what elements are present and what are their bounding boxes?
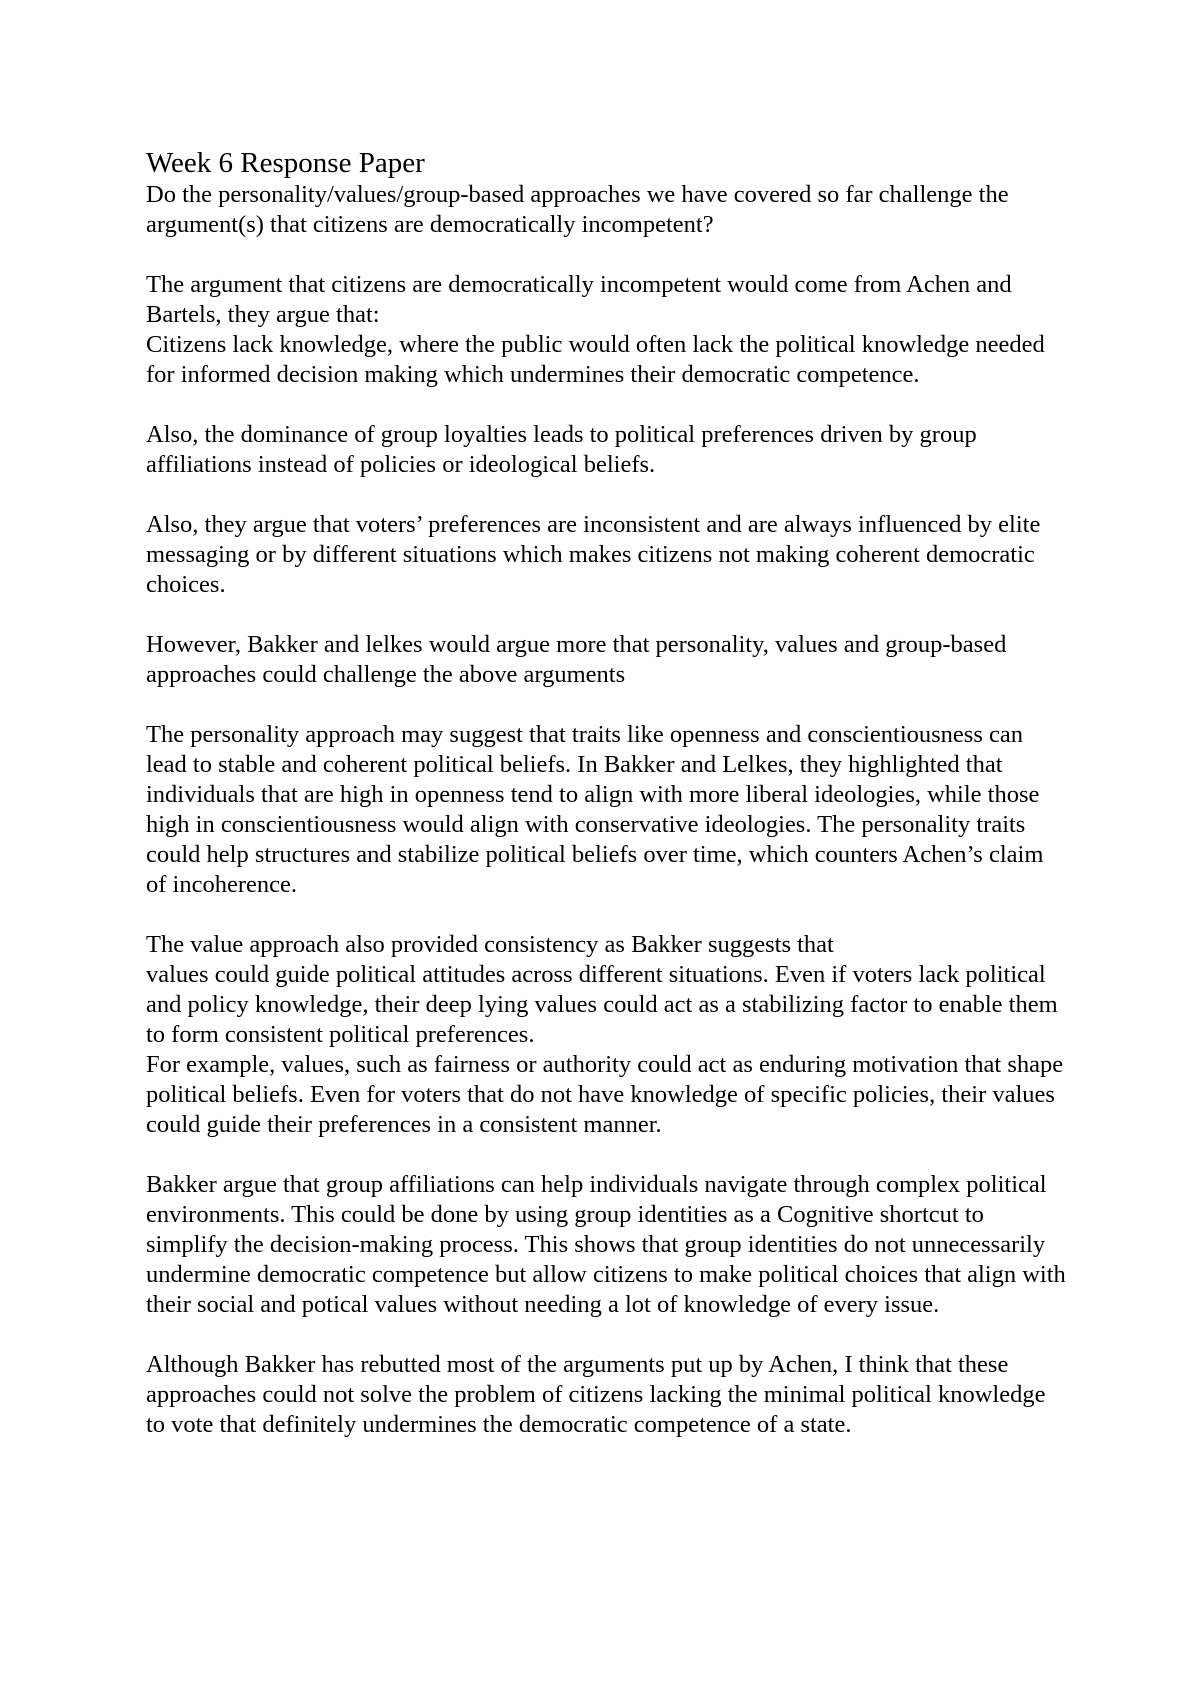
- spacer: [146, 480, 1066, 510]
- spacer: [146, 600, 1066, 630]
- paragraph-value-example: For example, values, such as fairness or authority could act as enduring motivation that shape political beliefs. Even for voters that do not have knowledge of specific policies, their values could guide their preferences in a consistent manner.: [146, 1051, 1064, 1138]
- spacer: [146, 900, 1066, 930]
- paragraph-value-approach: values could guide political attitudes across different situations. Even if voters lack political and policy knowledge, their deep lying values could act as a stabilizing factor to enable them to form consistent political preferences.: [146, 961, 1058, 1048]
- paragraph-group-loyalties: Also, the dominance of group loyalties leads to political preferences driven by group affiliations instead of policies or ideological beliefs.: [146, 421, 977, 478]
- spacer: [146, 690, 1066, 720]
- paragraph-intro: The argument that citizens are democratically incompetent would come from Achen and Bartels, they argue that:: [146, 271, 1012, 328]
- paragraph-inconsistent-preferences: Also, they argue that voters’ preferences are inconsistent and are always influenced by elite messaging or by different situations which makes citizens not making coherent democratic choices.: [146, 511, 1041, 598]
- paragraph-personality-approach: The personality approach may suggest that traits like openness and conscientiousness can lead to stable and coherent political beliefs. In Bakker and Lelkes, they highlighted that individuals that are high in openness tend to align with more liberal ideologies, while those high in conscientiousness would align with conservative ideologies. The personality traits could help structures and stabilize political beliefs over time, which counters Achen’s claim of incoherence.: [146, 721, 1044, 898]
- paragraph-value-approach-intro: The value approach also provided consistency as Bakker suggests that: [146, 931, 834, 958]
- paragraph-bakker-lelkes: However, Bakker and lelkes would argue more that personality, values and group-based approaches could challenge the above arguments: [146, 631, 1007, 688]
- spacer: [146, 1320, 1066, 1350]
- paragraph-group-affiliations: Bakker argue that group affiliations can help individuals navigate through complex political environments. This could be done by using group identities as a Cognitive shortcut to simplify the decision-making process. This shows that group identities do not unnecessarily undermine democratic competence but allow citizens to make political choices that align with their social and potical values without needing a lot of knowledge of every issue.: [146, 1171, 1066, 1318]
- paragraph-conclusion: Although Bakker has rebutted most of the arguments put up by Achen, I think that these approaches could not solve the problem of citizens lacking the minimal political knowledge to vote that definitely undermines the democratic competence of a state.: [146, 1351, 1046, 1438]
- spacer: [146, 1140, 1066, 1170]
- paragraph-lack-knowledge: Citizens lack knowledge, where the public would often lack the political knowledge needed for informed decision making which undermines their democratic competence.: [146, 331, 1045, 388]
- spacer: [146, 240, 1066, 270]
- document-page: [146, 146, 1066, 1440]
- spacer: [146, 390, 1066, 420]
- document-title: Week 6 Response Paper: [146, 147, 425, 179]
- question-text: Do the personality/values/group-based approaches we have covered so far challenge the argument(s) that citizens are democratically incompetent?: [146, 181, 1009, 238]
